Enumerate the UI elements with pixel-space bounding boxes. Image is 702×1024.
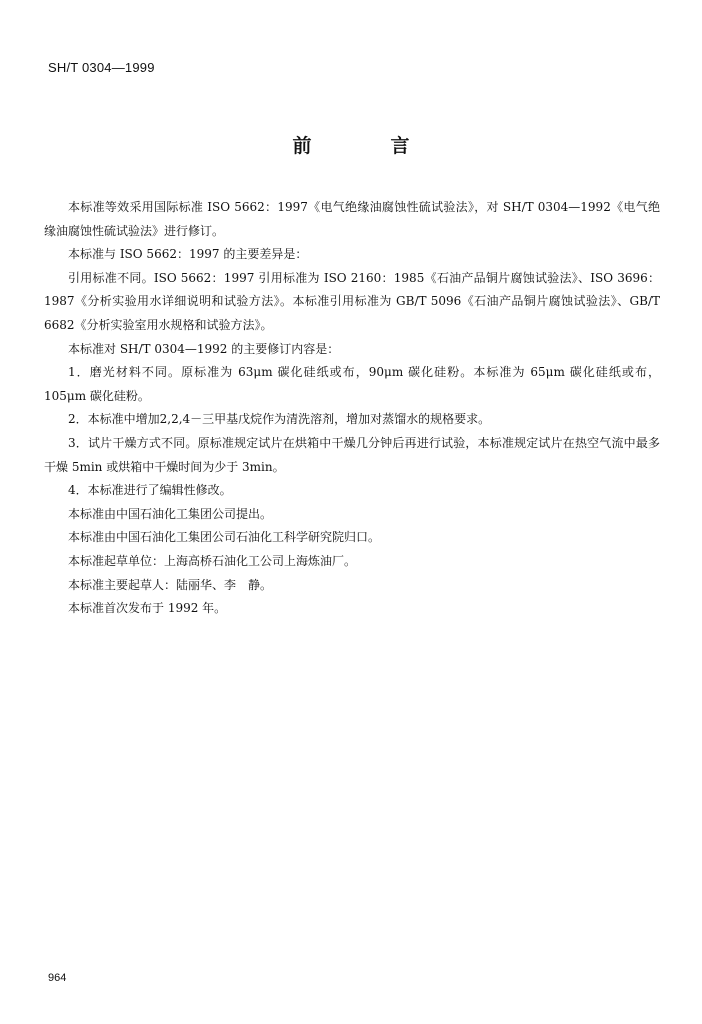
standard-code: SH/T 0304—1999 <box>48 60 155 75</box>
paragraph-revision-3: 3．试片干燥方式不同。原标准规定试片在烘箱中干燥几分钟后再进行试验，本标准规定试片在热空气流中最多干燥 5min 或烘箱中干燥时间为少于 3min。 <box>44 435 660 474</box>
paragraph-revision-2: 2．本标准中增加2,2,4－三甲基戊烷作为清洗溶剂，增加对蒸馏水的规格要求。 <box>68 412 491 427</box>
paragraph-differences-intro: 本标准与 ISO 5662：1997 的主要差异是： <box>68 247 308 262</box>
paragraph-revision-intro: 本标准对 SH/T 0304—1992 的主要修订内容是： <box>68 341 340 356</box>
paragraph-drafting-unit: 本标准起草单位：上海高桥石油化工公司上海炼油厂。 <box>68 553 357 568</box>
paragraph-adoption: 本标准等效采用国际标准 ISO 5662：1997《电气绝缘油腐蚀性硫试验法》，对 SH/T 0304—1992《电气绝缘油腐蚀性硫试验法》进行修订。 <box>44 200 660 238</box>
page-number: 964 <box>48 972 67 984</box>
page-title: 前 言 <box>292 135 440 157</box>
paragraph-revision-4: 4．本标准进行了编辑性修改。 <box>68 483 232 498</box>
paragraph-proposer: 本标准由中国石油化工集团公司提出。 <box>68 506 273 521</box>
paragraph-first-issue: 本标准首次发布于 1992 年。 <box>68 601 227 616</box>
paragraph-revision-1: 1．磨光材料不同。原标准为 63μm 碳化硅纸或布，90μm 碳化硅粉。本标准为 65μm 碳化硅纸或布，105μm 碳化硅粉。 <box>44 365 660 403</box>
paragraph-drafters: 本标准主要起草人：陆丽华、李 静。 <box>68 577 273 592</box>
paragraph-responsible: 本标准由中国石油化工集团公司石油化工科学研究院归口。 <box>68 530 381 545</box>
paragraph-reference-difference: 引用标准不同。ISO 5662：1997 引用标准为 ISO 2160：1985《石油产品铜片腐蚀试验法》、ISO 3696：1987《分析实验用水详细说明和试验方法》。本标准引用标准为 GB/T 5096《石油产品铜片腐蚀试验法》、GB/T 6682《分析实验室用水规格和试验方法》。 <box>44 270 660 332</box>
document-body <box>44 196 660 621</box>
